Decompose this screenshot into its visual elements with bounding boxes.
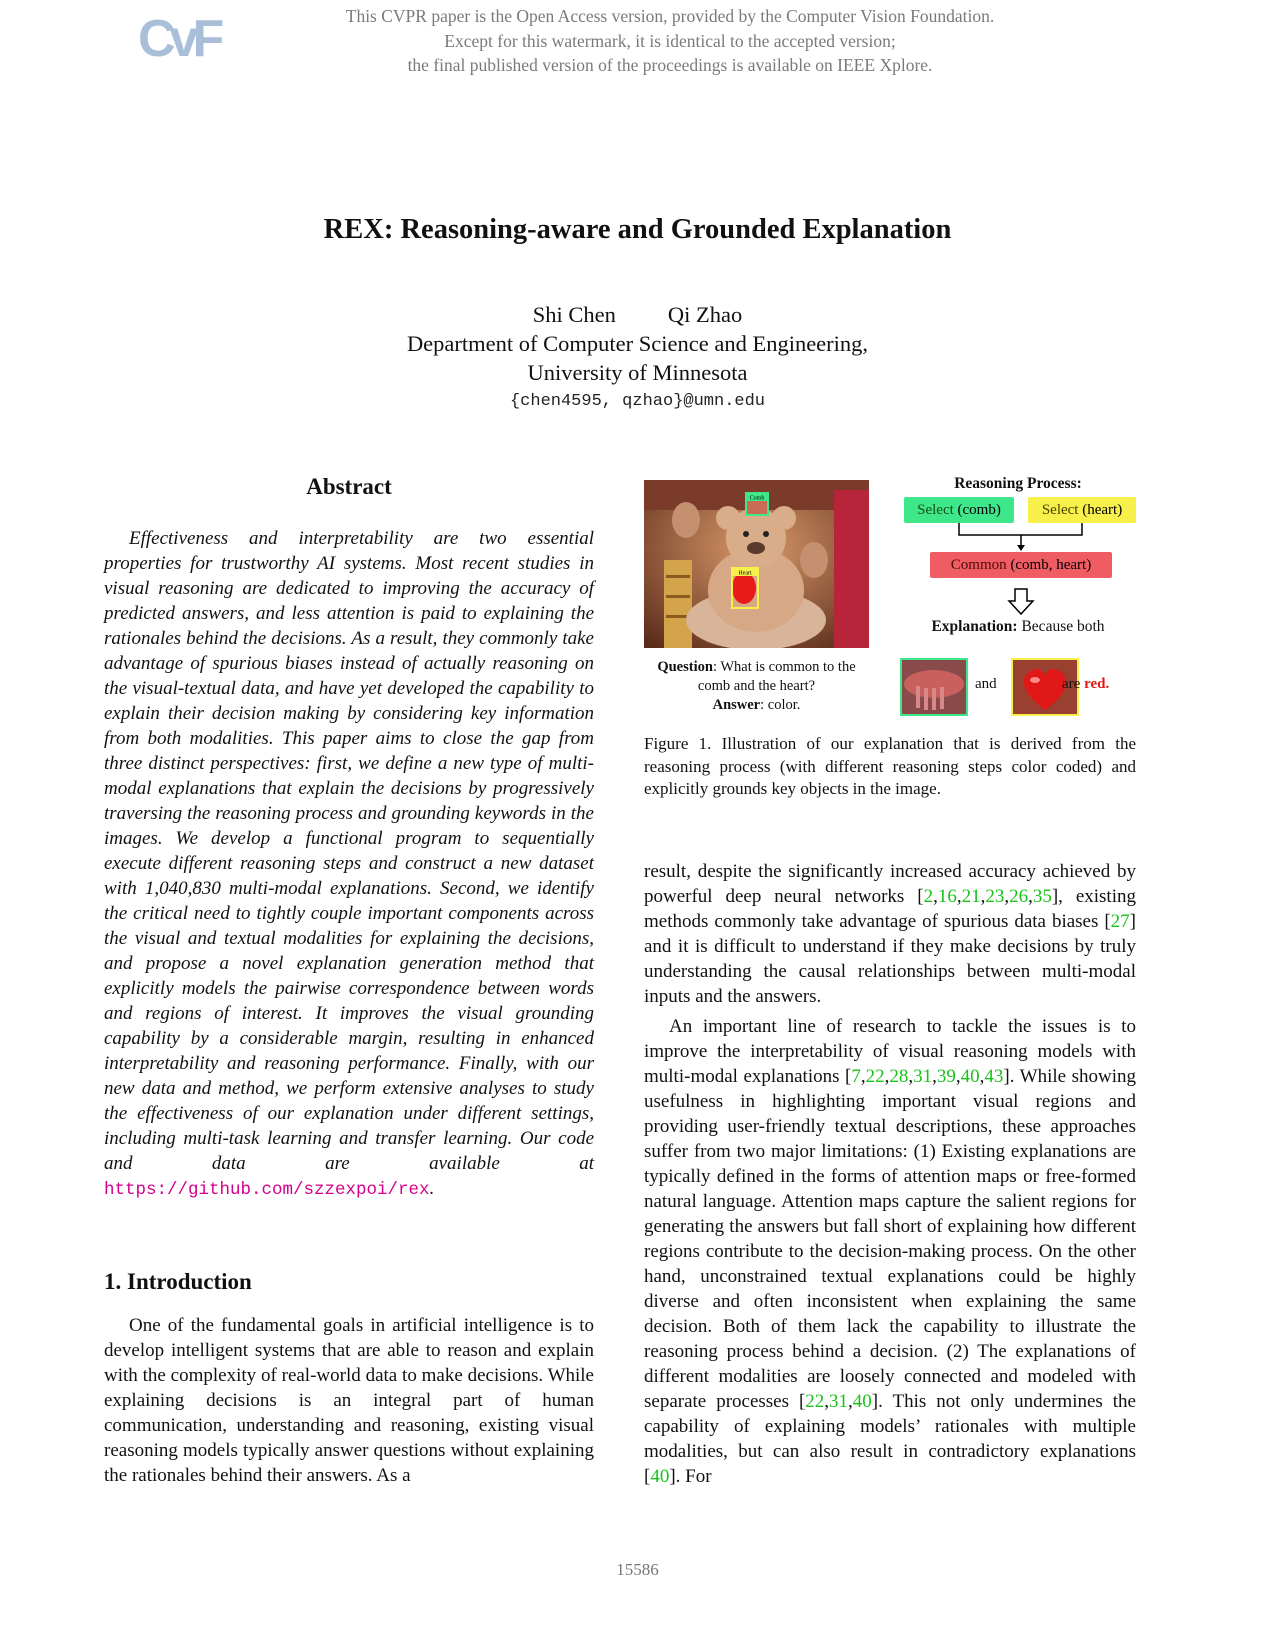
citation[interactable]: 22 bbox=[865, 1066, 885, 1087]
are-word: are bbox=[1062, 676, 1081, 692]
answer-text: : color. bbox=[760, 697, 801, 713]
abstract-text bbox=[104, 526, 594, 1203]
box-label-heart: Heart bbox=[738, 570, 752, 577]
page-number: 15586 bbox=[616, 1560, 659, 1579]
citation[interactable]: 31 bbox=[913, 1066, 933, 1087]
text-run: An important line of research to tackle the issues is to improve the interpretability of visual reasoning models with multi-modal explanations [ bbox=[644, 1016, 1136, 1087]
citation[interactable]: 27 bbox=[1110, 911, 1130, 932]
svg-text:CvF: CvF bbox=[138, 10, 219, 68]
paper-title: REX: Reasoning-aware and Grounded Explanation bbox=[323, 214, 952, 245]
comb-crop-icon bbox=[900, 658, 968, 716]
watermark-line: the final published version of the proceedings is available on IEEE Xplore. bbox=[407, 55, 933, 75]
question-text: : What is common to the comb and the heart? bbox=[697, 659, 856, 694]
color-answer bbox=[1062, 676, 1109, 693]
step-arg: (comb, heart) bbox=[1010, 557, 1092, 573]
question-label: Question bbox=[657, 659, 713, 675]
abstract-paragraph: Effectiveness and interpretability are two essential properties for trustworthy AI systems. Most recent studies in visual reasoning are dedicated to improving the accuracy of predicted answers, and less attention is paid to explaining the rationales behind the decisions. As a result, they commonly take advantage of spurious biases instead of actually reasoning on the visual-textual data, and have yet developed the capability to explain their decision making by considering key information from both modalities. This paper aims to close the gap from three distinct perspectives: first, we define a new type of multi-modal explanations that explain the decisions by progressively traversing the reasoning process and grounding keywords in the images. We develop a functional program to sequentially execute different reasoning steps and construct a new dataset with 1,040,830 multi-modal explanations. Second, we identify the critical need to tightly couple important components across the visual and textual modalities for explaining the decisions, and propose a novel explanation generation method that explicitly models the pairwise correspondence between words and regions of interest. It improves the visual grounding capability by a considerable margin, resulting in enhanced interpretability and reasoning performance. Finally, with our new data and method, we perform extensive analyses to study the effectiveness of our explanation under different settings, including multi-task learning and transfer learning. Our code and data are available at bbox=[104, 528, 594, 1174]
citation[interactable]: 23 bbox=[985, 886, 1005, 907]
watermark-notice bbox=[300, 4, 1040, 78]
citation[interactable]: 7 bbox=[851, 1066, 861, 1087]
author-names bbox=[0, 300, 1275, 329]
text-run: ] and it is difficult to understand if they make decisions by truly understanding the causal relationships between multi-modal inputs and the answers. bbox=[644, 911, 1136, 1007]
intro-paragraph: One of the fundamental goals in artificial intelligence is to develop intelligent systems that are able to reason and explain with the complexity of real-world data to make decisions. While explaining decisions is an integral part of human communication, understanding and reasoning, existing visual reasoning models typically answer questions without explaining the rationales behind their answers. As a bbox=[104, 1315, 594, 1486]
explanation-text: Because both bbox=[1017, 618, 1105, 635]
down-arrow-icon bbox=[1007, 587, 1035, 617]
step-select-comb bbox=[904, 497, 1014, 523]
citation[interactable]: 43 bbox=[984, 1066, 1004, 1087]
text-run: ]. For bbox=[669, 1466, 712, 1487]
reasoning-title: Reasoning Process: bbox=[954, 475, 1082, 492]
text-run: ]. While showing usefulness in highlighting important visual regions and providing user-friendly textual descriptions, these approaches suffer from two major limitations: (1) Existing explanations are typically defined in the forms of attention maps or free-formed natural language. Attention maps capture the salient regions for generating the answers but fall short of explaining how different regions contribute to the decision-making process. On the other hand, unconstrained textual explanations could be highly diverse and often inconsistent when explaining the same decision. Both of them lack the capability to illustrate the reasoning process behind a decision. (2) The explanations of different modalities are loosely connected and modeled with separate processes [ bbox=[644, 1066, 1136, 1412]
explanation bbox=[900, 618, 1136, 636]
cvf-logo-icon bbox=[138, 10, 230, 70]
citation[interactable]: 2 bbox=[923, 886, 934, 907]
step-op: Select bbox=[1041, 502, 1079, 518]
answer-label: Answer bbox=[712, 697, 761, 713]
citation[interactable]: 16 bbox=[937, 886, 957, 907]
red-word: red bbox=[1084, 676, 1106, 692]
teddy-bear-photo-icon bbox=[644, 480, 869, 648]
citation[interactable]: 26 bbox=[1009, 886, 1029, 907]
citation[interactable]: 31 bbox=[829, 1391, 849, 1412]
code-link[interactable]: https://github.com/szzexpoi/rex bbox=[104, 1180, 430, 1200]
step-select-heart bbox=[1028, 497, 1136, 523]
figure-caption: Figure 1. Illustration of our explanation that is derived from the reasoning process (with different reasoning steps color coded) and explicitly grounds key objects in the image. bbox=[644, 734, 1136, 798]
author-block bbox=[0, 300, 1275, 387]
right-paragraph-2: An important line of research to tackle the issues is to improve the interpretability of visual reasoning models with multi-modal explanations [7,22,28,31,39,40,43]. While showing usefulness in highlighting important visual regions and providing user-friendly textual descriptions, these approaches suffer from two major limitations: (1) Existing explanations are typically defined in the forms of attention maps or free-formed natural language. Attention maps capture the salient regions for generating the answers but fall short of explaining how different regions contribute to the decision-making process. On the other hand, unconstrained textual explanations could be highly diverse and often inconsistent when explaining the same decision. Both of them lack the capability to illustrate the reasoning process behind a decision. (2) The explanations of different modalities are loosely connected and modeled with separate processes [22,31,40]. This not only undermines the capability of explaining models’ rationales with multiple modalities, but can also result in contradictory explanations [40]. For bbox=[644, 1016, 1136, 1487]
abstract-end: . bbox=[429, 1178, 435, 1199]
citation[interactable]: 39 bbox=[936, 1066, 956, 1087]
abstract-heading: Abstract bbox=[306, 474, 392, 499]
author-email: {chen4595, qzhao}@umn.edu bbox=[509, 392, 766, 411]
citation[interactable]: 35 bbox=[1032, 886, 1052, 907]
citation[interactable]: 40 bbox=[960, 1066, 980, 1087]
step-op: Common bbox=[950, 557, 1007, 573]
step-arg: (comb) bbox=[957, 502, 1001, 518]
box-label-comb: Comb bbox=[749, 495, 765, 502]
watermark-line: This CVPR paper is the Open Access version, provided by the Computer Vision Foundation. bbox=[345, 6, 995, 26]
text-run: result, despite the significantly increased accuracy achieved by powerful deep neural networks [ bbox=[644, 861, 1136, 907]
citation[interactable]: 40 bbox=[852, 1391, 872, 1412]
affiliation-line: Department of Computer Science and Engineering, bbox=[406, 331, 869, 356]
step-arg: (heart) bbox=[1082, 502, 1123, 518]
step-op: Select bbox=[917, 502, 954, 518]
section-heading: 1. Introduction bbox=[104, 1269, 252, 1294]
figure-question bbox=[644, 658, 869, 715]
text-run: ], existing methods commonly take advantage of spurious data biases [ bbox=[644, 886, 1136, 932]
step-common bbox=[930, 552, 1112, 578]
text-run: ]. This not only undermines the capability of explaining models’ rationales with multiple modalities, but can also result in contradictory explanations [ bbox=[644, 1391, 1136, 1487]
citation[interactable]: 28 bbox=[889, 1066, 909, 1087]
affiliation-line: University of Minnesota bbox=[527, 360, 748, 385]
author-name: Qi Zhao bbox=[667, 302, 743, 327]
right-paragraph-1: result, despite the significantly increased accuracy achieved by powerful deep neural networks [2,16,21,23,26,35], existing methods commonly take advantage of spurious data biases [27] and it is difficult to understand if they make decisions by truly understanding the causal relationships between multi-modal inputs and the answers. bbox=[644, 861, 1136, 1007]
and-word: and bbox=[975, 676, 997, 692]
watermark-line: Except for this watermark, it is identical to the accepted version; bbox=[444, 30, 896, 51]
author-name: Shi Chen bbox=[532, 302, 616, 327]
citation[interactable]: 21 bbox=[961, 886, 981, 907]
answer-period: . bbox=[1105, 676, 1110, 692]
citation[interactable]: 40 bbox=[650, 1466, 670, 1487]
citation[interactable]: 22 bbox=[805, 1391, 825, 1412]
flow-connector-icon bbox=[900, 523, 1136, 553]
explanation-label: Explanation: bbox=[931, 618, 1018, 635]
